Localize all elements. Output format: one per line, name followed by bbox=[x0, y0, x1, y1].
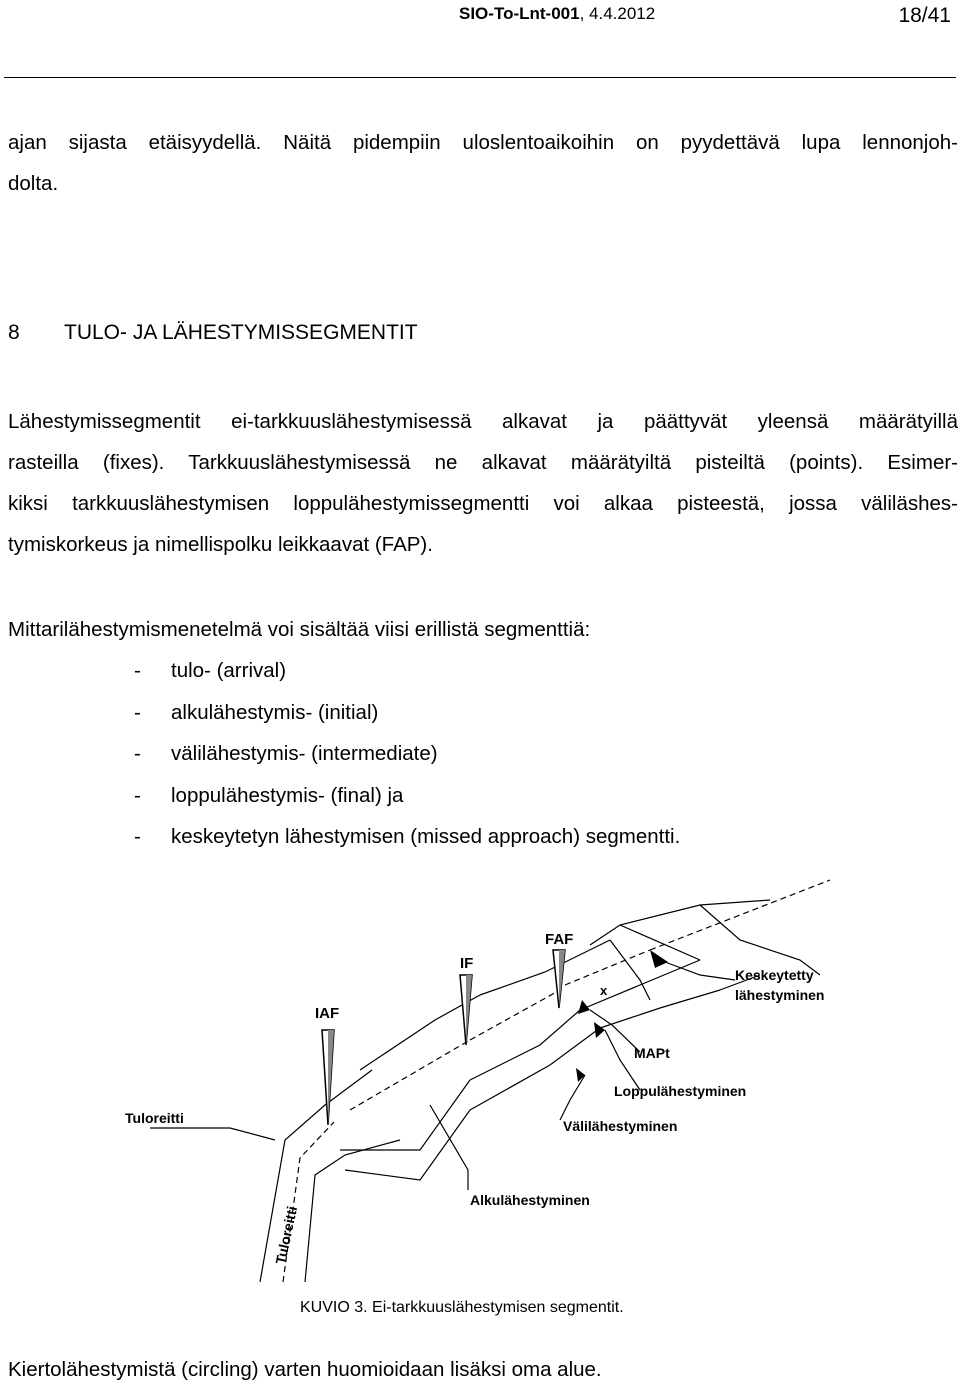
label-final-approach: Loppulähestyminen bbox=[614, 1083, 747, 1099]
paragraph-line-3: kiksi tarkkuuslähestymisen loppulähestymissegmentti voi alkaa pisteestä, jossa väliläshes- bbox=[8, 492, 958, 515]
intro-line-1: ajan sijasta etäisyydellä. Näitä pidempiin uloslentoaikoihin on pyydettävä lupa lennonjoh- bbox=[8, 131, 958, 154]
section-number: 8 bbox=[8, 321, 20, 344]
label-faf: FAF bbox=[545, 931, 574, 948]
list-item bbox=[134, 775, 680, 817]
approach-diagram bbox=[110, 870, 850, 1290]
list-dash: - bbox=[134, 659, 141, 682]
intermediate-upper bbox=[480, 940, 610, 995]
intermediate-outer bbox=[470, 1028, 600, 1110]
label-intermediate-approach: Välilähestyminen bbox=[563, 1118, 678, 1134]
list-intro-text: Mittarilähestymismenetelmä voi sisältää viisi erillistä segmenttiä: bbox=[8, 618, 591, 641]
header-divider bbox=[4, 77, 956, 78]
final-lower bbox=[580, 960, 700, 1010]
segment-list bbox=[134, 650, 680, 858]
list-item-text: alkulähestymis- (initial) bbox=[171, 700, 379, 724]
leader-intermediate bbox=[560, 1075, 585, 1120]
section-title: TULO- JA LÄHESTYMISSEGMENTIT bbox=[64, 321, 418, 344]
page-header bbox=[0, 4, 955, 36]
list-dash: - bbox=[134, 783, 141, 807]
label-missed-approach-2: lähestyminen bbox=[735, 987, 825, 1003]
list-dash: - bbox=[134, 742, 141, 765]
final-outer bbox=[600, 990, 720, 1028]
paragraph-line-4: tymiskorkeus ja nimellispolku leikkaavat (FAP). bbox=[8, 533, 433, 556]
initial-segment-outer bbox=[345, 1110, 470, 1180]
list-item bbox=[134, 816, 680, 858]
paragraph-line-1: Lähestymissegmentit ei-tarkkuuslähestymisessä alkavat ja päättyvät yleensä määrätyillä bbox=[8, 410, 958, 433]
list-dash: - bbox=[134, 700, 141, 724]
figure-caption: KUVIO 3. Ei-tarkkuuslähestymisen segmentit. bbox=[300, 1299, 624, 1316]
label-if: IF bbox=[460, 955, 474, 972]
final-inner-edge bbox=[610, 940, 650, 1000]
missed-approach-edge bbox=[700, 905, 820, 975]
document-code: SIO-To-Lnt-001 bbox=[459, 4, 580, 23]
list-item-text: keskeytetyn lähestymisen (missed approach) segmentti. bbox=[171, 825, 681, 848]
intro-paragraph bbox=[8, 122, 958, 204]
list-item-text: tulo- (arrival) bbox=[171, 659, 287, 682]
list-item bbox=[134, 692, 680, 734]
section-heading bbox=[8, 321, 418, 345]
paragraph-line-2: rasteilla (fixes). Tarkkuuslähestymisessä ne alkavat määrätyiltä pisteiltä (points). Esimer- bbox=[8, 451, 958, 474]
closing-paragraph: Kiertolähestymistä (circling) varten huomioidaan lisäksi oma alue. bbox=[8, 1358, 602, 1381]
arrowhead-missed-icon bbox=[650, 950, 668, 968]
diagram-lines bbox=[150, 880, 830, 1282]
list-item-text: loppulähestymis- (final) ja bbox=[171, 783, 404, 807]
arrival-route-centerline bbox=[283, 1122, 334, 1282]
label-initial-approach: Alkulähestyminen bbox=[470, 1192, 590, 1208]
label-arrival-route-vertical: Tuloreitti bbox=[272, 1204, 301, 1266]
intermediate-centerline bbox=[470, 990, 560, 1040]
document-id bbox=[459, 4, 655, 24]
intermediate-lower bbox=[470, 1010, 580, 1080]
list-item bbox=[134, 733, 680, 775]
page-number: 18/41 bbox=[898, 4, 951, 27]
paragraph-list-intro bbox=[8, 609, 958, 650]
arrival-route-right-edge bbox=[305, 1140, 400, 1282]
arrival-route-horizontal bbox=[150, 1128, 275, 1140]
list-dash: - bbox=[134, 825, 141, 848]
label-x-mark: x bbox=[600, 983, 608, 998]
missed-approach-inner bbox=[620, 925, 700, 960]
intro-line-2: dolta. bbox=[8, 172, 59, 195]
document-date: , 4.4.2012 bbox=[579, 4, 656, 23]
approach-segments-figure bbox=[110, 870, 850, 1290]
label-missed-approach: Keskeytetty bbox=[735, 967, 814, 983]
label-arrival-route: Tuloreitti bbox=[125, 1110, 184, 1126]
fix-markers bbox=[322, 950, 565, 1125]
initial-segment-centerline bbox=[350, 1040, 470, 1110]
paragraph-segments bbox=[8, 401, 958, 565]
leader-missed bbox=[665, 962, 735, 980]
label-mapt: MAPt bbox=[634, 1045, 670, 1061]
list-item bbox=[134, 650, 680, 692]
label-iaf: IAF bbox=[315, 1005, 340, 1022]
leader-initial bbox=[430, 1105, 468, 1190]
list-item-text: välilähestymis- (intermediate) bbox=[171, 742, 438, 765]
arrowhead-intermediate-icon bbox=[576, 1068, 585, 1082]
arrowhead-final-icon bbox=[594, 1022, 605, 1038]
